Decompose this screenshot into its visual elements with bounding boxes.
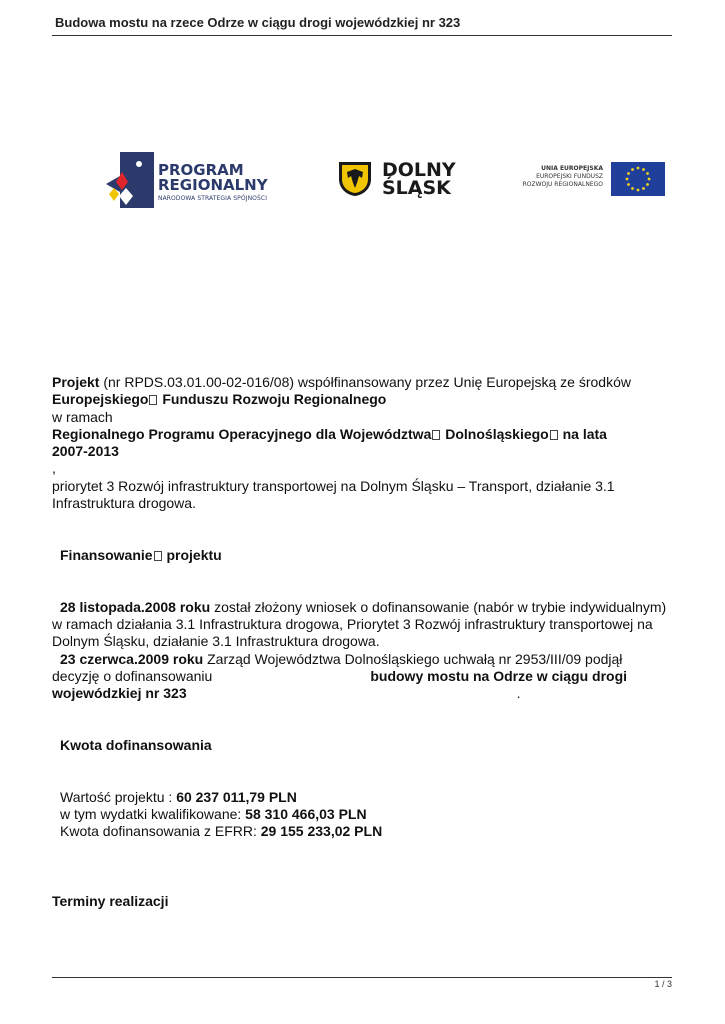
missing-glyph-icon	[149, 395, 157, 405]
kwota-line1: Wartość projektu : 60 237 011,79 PLN	[60, 788, 297, 805]
document-header-title: Budowa mostu na rzece Odrze w ciągu drogi wojewódzkiej nr 323	[55, 15, 461, 30]
intro-line1: Projekt (nr RPDS.03.01.00-02-016/08) współfinansowany przez Unię Europejską ze środków	[52, 374, 631, 390]
dolny-slask-logo	[338, 160, 466, 200]
terminy-heading: Terminy realizacji	[52, 892, 169, 909]
intro-w-ramach: w ramach	[52, 408, 113, 425]
page-number: 1 / 3	[654, 979, 672, 989]
footer-rule	[52, 977, 672, 978]
kwota-line2: w tym wydatki kwalifikowane: 58 310 466,03 PLN	[60, 806, 367, 823]
program-regionalny-logo	[106, 152, 306, 208]
program-logo-line3: NARODOWA STRATEGIA SPÓJNOŚCI	[158, 195, 268, 202]
missing-glyph-icon	[432, 430, 440, 440]
finansowanie-para1: 28 listopada.2008 roku został złożony wniosek o dofinansowanie (nabór w trybie indywidualnym) w ramach działania 3.1 Infrastruktura drogowa, Priorytet 3 Rozwój infrastruktury transportowej na Dolnym Śląsku, działanie 3.1 Infrastruktura drogowa.	[52, 598, 667, 650]
program-logo-line1: PROGRAM	[158, 161, 244, 179]
finansowanie-para2: 23 czerwca.2009 roku Zarząd Województwa Dolnośląskiego uchwałą nr 2953/III/09 podjął	[60, 650, 623, 667]
intro-fund: Europejskiego Funduszu Rozwoju Regionalnego	[52, 391, 387, 408]
finansowanie-para4: wojewódzkiej nr 323 .	[52, 685, 521, 702]
program-regionalny-emblem	[106, 152, 154, 208]
projekt-label: Projekt	[52, 374, 100, 390]
missing-glyph-icon	[550, 430, 558, 440]
kwota-line3: Kwota dofinansowania z EFRR: 29 155 233,02 PLN	[60, 823, 383, 840]
intro-comma: ,	[52, 460, 56, 477]
intro-rpo: Regionalnego Programu Operacyjnego dla Województwa Dolnośląskiego na lata	[52, 425, 607, 442]
eu-logo-line3: ROZWOJU REGIONALNEGO	[522, 181, 603, 188]
finansowanie-para3: decyzję o dofinansowaniu budowy mostu na Odrze w ciągu drogi	[52, 667, 628, 684]
eu-logo-line2: EUROPEJSKI FUNDUSZ	[536, 173, 603, 180]
intro-priority: priorytet 3 Rozwój infrastruktury transportowej na Dolnym Śląsku – Transport, działanie 3.1 Infrastruktura drogowa.	[52, 477, 615, 512]
header-rule	[52, 35, 672, 36]
dolny-logo-line2: ŚLĄSK	[382, 177, 451, 199]
intro-years: 2007-2013	[52, 443, 119, 460]
eu-efrr-logo	[500, 160, 668, 198]
document-body	[52, 374, 677, 910]
kwota-heading: Kwota dofinansowania	[60, 737, 212, 754]
dolny-slask-coat-of-arms	[338, 161, 372, 197]
eu-flag-icon	[611, 162, 665, 196]
dolny-logo-line1: DOLNY	[382, 159, 456, 181]
program-logo-line2: REGIONALNY	[158, 176, 268, 194]
eu-logo-line1: UNIA EUROPEJSKA	[541, 165, 603, 172]
finansowanie-heading: Finansowanie projektu	[60, 547, 222, 564]
missing-glyph-icon	[154, 551, 162, 561]
